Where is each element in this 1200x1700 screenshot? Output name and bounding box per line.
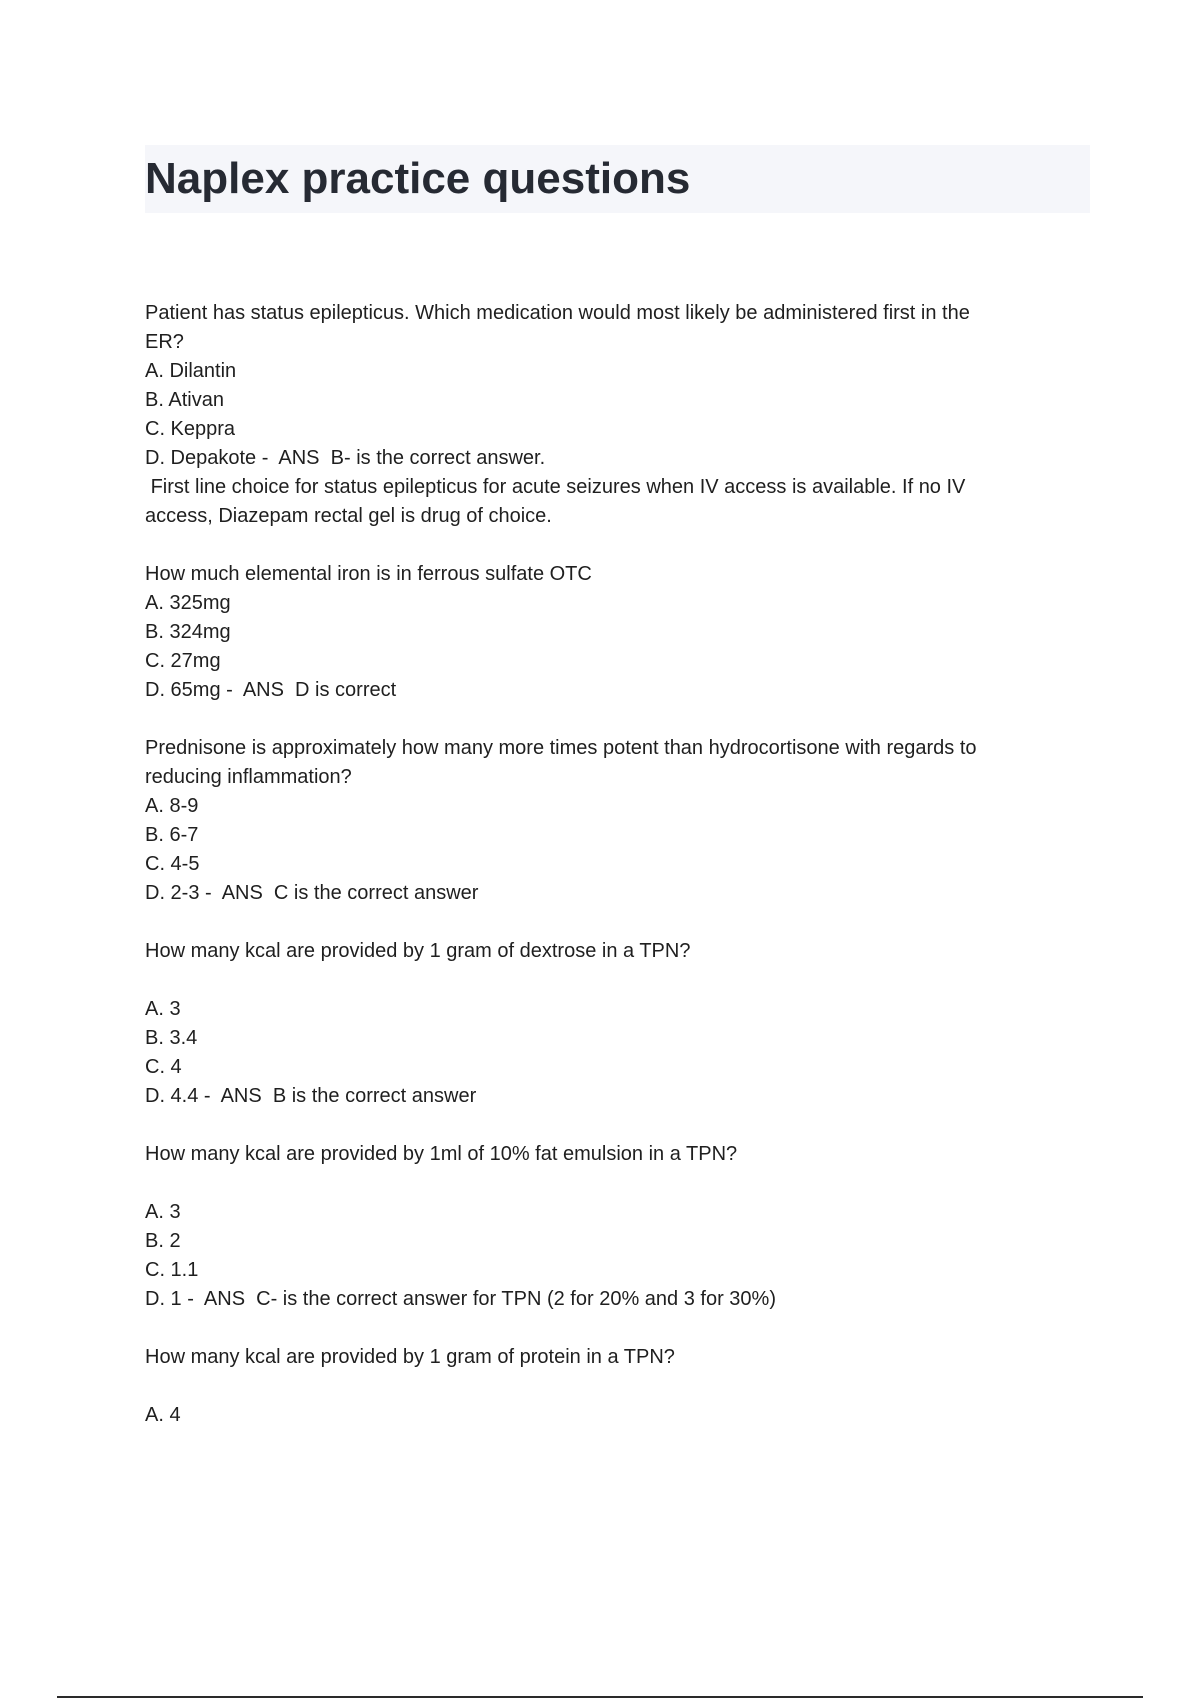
answer-option: C. 4-5	[145, 853, 200, 875]
answer-option: C. 4	[145, 1056, 182, 1078]
answer-option-with-answer: D. 1 - ANS C- is the correct answer for TPN (2 for 20% and 3 for 30%)	[145, 1288, 776, 1310]
question-stem-line: Patient has status epilepticus. Which medication would most likely be administered first in the	[145, 302, 970, 324]
page-title: Naplex practice questions	[145, 154, 691, 203]
title-banner	[145, 145, 1090, 213]
answer-option: B. 324mg	[145, 621, 231, 643]
answer-option: A. 4	[145, 1404, 181, 1426]
answer-option: B. 6-7	[145, 824, 199, 846]
blank-line	[145, 1169, 1090, 1198]
answer-option-with-answer: D. Depakote - ANS B- is the correct answer.	[145, 447, 546, 469]
answer-option-with-answer: D. 2-3 - ANS C is the correct answer	[145, 882, 479, 904]
question-stem-line: How many kcal are provided by 1 gram of protein in a TPN?	[145, 1346, 675, 1368]
question-stem-line: ER?	[145, 331, 184, 353]
question-6	[145, 1343, 1090, 1430]
question-5	[145, 1140, 1090, 1314]
answer-option: C. 1.1	[145, 1259, 199, 1281]
answer-option: A. 3	[145, 1201, 181, 1223]
question-4	[145, 937, 1090, 1111]
answer-explanation-line: First line choice for status epilepticus for acute seizures when IV access is available. If no IV	[145, 476, 966, 498]
question-2	[145, 560, 1090, 705]
question-3	[145, 734, 1090, 908]
answer-option: A. 3	[145, 998, 181, 1020]
answer-option-with-answer: D. 4.4 - ANS B is the correct answer	[145, 1085, 477, 1107]
blank-line	[145, 1372, 1090, 1401]
question-stem-line: How many kcal are provided by 1 gram of dextrose in a TPN?	[145, 940, 691, 962]
footer-divider	[57, 1696, 1143, 1698]
question-stem-line: How many kcal are provided by 1ml of 10% fat emulsion in a TPN?	[145, 1143, 738, 1165]
answer-option: B. 3.4	[145, 1027, 198, 1049]
answer-option-with-answer: D. 65mg - ANS D is correct	[145, 679, 397, 701]
answer-explanation-line: access, Diazepam rectal gel is drug of choice.	[145, 505, 552, 527]
answer-option: A. 8-9	[145, 795, 199, 817]
question-1	[145, 299, 1090, 531]
answer-option: B. Ativan	[145, 389, 224, 411]
question-stem-line: Prednisone is approximately how many more times potent than hydrocortisone with regards to	[145, 737, 977, 759]
answer-option: C. 27mg	[145, 650, 221, 672]
answer-option: C. Keppra	[145, 418, 236, 440]
question-stem-line: reducing inflammation?	[145, 766, 352, 788]
answer-option: A. Dilantin	[145, 360, 237, 382]
questions-content	[145, 299, 1090, 1459]
answer-option: A. 325mg	[145, 592, 231, 614]
blank-line	[145, 966, 1090, 995]
answer-option: B. 2	[145, 1230, 181, 1252]
question-stem-line: How much elemental iron is in ferrous sulfate OTC	[145, 563, 592, 585]
